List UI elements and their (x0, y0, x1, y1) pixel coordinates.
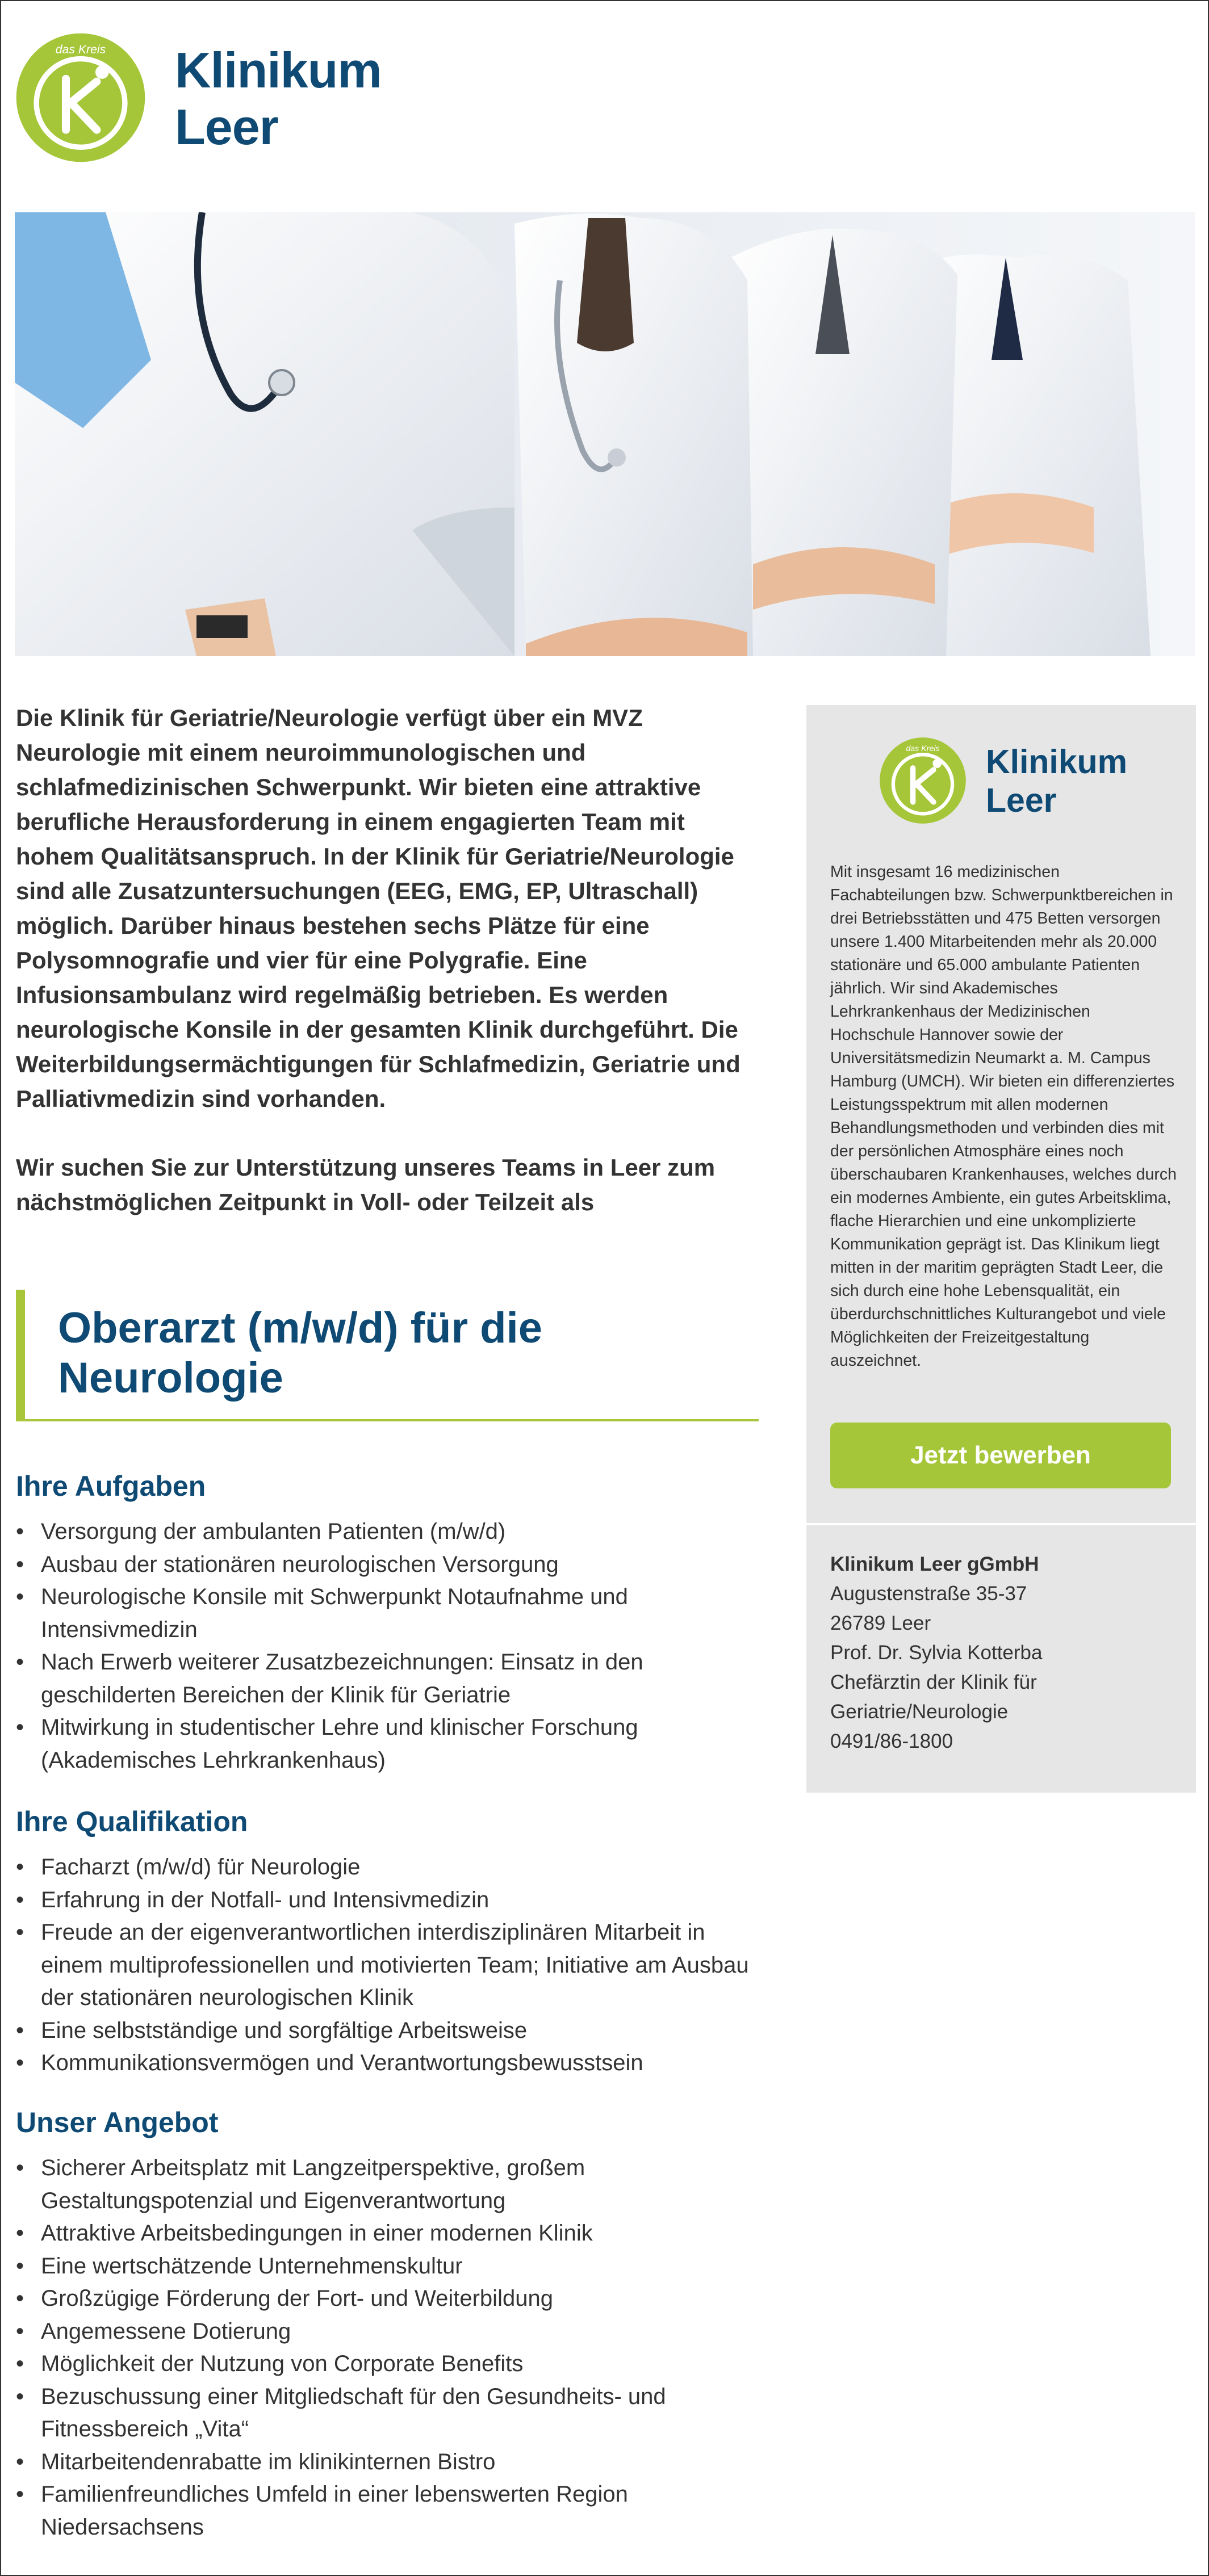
contact-company: Klinikum Leer gGmbH (830, 1553, 1039, 1575)
sidebar-logo-text (986, 742, 1127, 820)
list-item: • Facharzt (m/w/d) für Neurologie (16, 1851, 765, 1884)
angebot-list (16, 2152, 765, 2544)
list-item: • Nach Erwerb weiterer Zusatzbezeichnungen: Einsatz in den geschilderten Bereichen der Klinik für Geriatrie (16, 1646, 765, 1711)
doctors-team-illustration (15, 212, 1195, 656)
logo-badge-text: das Kreis (55, 43, 106, 57)
qualifikation-heading: Ihre Qualifikation (16, 1806, 248, 1837)
list-item: • Erfahrung in der Notfall- und Intensivmedizin (16, 1884, 765, 1917)
contact-role-line-2: Geriatrie/Neurologie (830, 1701, 1009, 1723)
sidebar-brand-line-2: Leer (986, 782, 1057, 819)
klinikum-logo-mark-icon (14, 31, 148, 165)
list-item: • Mitarbeitendenrabatte im klinikinternen Bistro (16, 2446, 765, 2479)
sidebar-logo-badge-text: das Kreis (906, 744, 940, 753)
list-item: • Angemessene Dotierung (16, 2315, 765, 2348)
list-item: • Möglichkeit der Nutzung von Corporate Benefits (16, 2348, 765, 2381)
lead-text: Wir suchen Sie zur Unterstützung unseres Teams in Leer zum nächstmöglichen Zeitpunkt in Voll- oder Teilzeit als (16, 1154, 716, 1215)
contact-block (830, 1550, 1178, 1756)
aufgaben-heading: Ihre Aufgaben (16, 1470, 206, 1502)
qualifikation-list (16, 1851, 765, 2080)
sidebar-logo (878, 736, 1139, 832)
sidebar-logo-mark-icon (878, 736, 968, 825)
sidebar-divider (806, 1523, 1196, 1525)
job-title (58, 1303, 759, 1403)
section-angebot (16, 2105, 765, 2544)
list-item: • Freude an der eigenverantwortlichen interdisziplinären Mitarbeit in einem multiprofessionellen und motivierten Team; Initiative am Ausbau der stationären neurologischen Klinik (16, 1916, 765, 2015)
sidebar-description: Mit insgesamt 16 medizinischen Fachabteilungen bzw. Schwerpunktbereichen in drei Betriebsstätten und 475 Betten versorgen unsere 1.400 Mitarbeitenden mehr als 20.000 stationäre und 65.000 ambulante Patienten jährlich. Wir sind Akademisches Lehrkrankenhaus der Medizinischen Hochschule Hannover sowie der Universitätsmedizin Neumarkt a. M. Campus Hamburg (UMCH). Wir bieten ein differenziertes Leistungsspektrum mit allen modernen Behandlungsmethoden und verbinden dies mit der persönlichen Atmosphäre eines noch überschaubaren Krankenhauses, welches durch ein modernes Ambiente, ein gutes Arbeitsklima, flache Hierarchien und eine unkomplizierte Kommunikation geprägt ist. Das Klinikum liegt mitten in der maritim geprägten Stadt Leer, die sich durch eine hohe Lebensqualität, ein überdurchschnittliches Kulturangebot und viele Möglichkeiten der Freizeitgestaltung auszeichnet. (830, 863, 1177, 1370)
list-item: • Ausbau der stationären neurologischen Versorgung (16, 1549, 765, 1581)
list-item: • Großzügige Förderung der Fort- und Weiterbildung (16, 2283, 765, 2315)
angebot-heading: Unser Angebot (16, 2107, 219, 2138)
contact-phone[interactable]: 0491/86-1800 (830, 1730, 953, 1752)
klinikum-logo-text (175, 42, 382, 156)
list-item: • Mitwirkung in studentischer Lehre und klinischer Forschung (Akademisches Lehrkrankenhaus) (16, 1711, 765, 1777)
job-title-line-1: Oberarzt (m/w/d) für die (58, 1304, 542, 1352)
sidebar-brand-line-1: Klinikum (986, 743, 1128, 781)
contact-street: Augustenstraße 35-37 (830, 1583, 1027, 1605)
main-column (16, 700, 760, 1219)
klinikum-logo[interactable] (14, 31, 383, 167)
section-aufgaben (16, 1469, 765, 1777)
brand-line-1: Klinikum (175, 42, 382, 98)
job-title-box (16, 1290, 759, 1421)
section-qualifikation (16, 1805, 765, 2080)
hero-image (15, 212, 1195, 656)
intro-text: Die Klinik für Geriatrie/Neurologie verfügt über ein MVZ Neurologie mit einem neuroimmunologischen und schlafmedizinischen Schwerpunkt. Wir bieten eine attraktive berufliche Herausforderung in einem engagierten Team mit hohem Qualitätsanspruch. In der Klinik für Geriatrie/Neurologie sind alle Zusatzuntersuchungen (EEG, EMG, EP, Ultraschall) möglich. Darüber hinaus bestehen sechs Plätze für eine Polysomnografie und vier für eine Polygrafie. Eine Infusionsambulanz wird regelmäßig betrieben. Es werden neurologische Konsile in der gesamten Klinik durchgeführt. Die Weiterbildungsermächtigungen für Schlafmedizin, Geriatrie und Palliativmedizin sind vorhanden. (16, 704, 741, 1112)
list-item: • Neurologische Konsile mit Schwerpunkt Notaufnahme und Intensivmedizin (16, 1581, 765, 1646)
contact-person: Prof. Dr. Sylvia Kotterba (830, 1642, 1043, 1664)
list-item: • Attraktive Arbeitsbedingungen in einer modernen Klinik (16, 2217, 765, 2250)
contact-city: 26789 Leer (830, 1612, 931, 1634)
list-item: • Familienfreundliches Umfeld in einer lebenswerten Region Niedersachsens (16, 2478, 765, 2544)
list-item: • Kommunikationsvermögen und Verantwortungsbewusstsein (16, 2047, 765, 2080)
brand-line-2: Leer (175, 99, 278, 155)
list-item: • Versorgung der ambulanten Patienten (m/w/d) (16, 1516, 765, 1549)
list-item: • Sicherer Arbeitsplatz mit Langzeitperspektive, großem Gestaltungspotenzial und Eigenverantwortung (16, 2152, 765, 2217)
contact-role-line-1: Chefärztin der Klinik für (830, 1671, 1037, 1693)
list-item: • Eine selbstständige und sorgfältige Arbeitsweise (16, 2015, 765, 2048)
list-item: • Eine wertschätzende Unternehmenskultur (16, 2250, 765, 2283)
aufgaben-list (16, 1516, 765, 1777)
sidebar (806, 705, 1196, 1793)
job-title-line-2: Neurologie (58, 1354, 283, 1402)
list-item: • Bezuschussung einer Mitgliedschaft für den Gesundheits- und Fitnessbereich „Vita“ (16, 2381, 765, 2446)
apply-button[interactable]: Jetzt bewerben (830, 1423, 1171, 1488)
